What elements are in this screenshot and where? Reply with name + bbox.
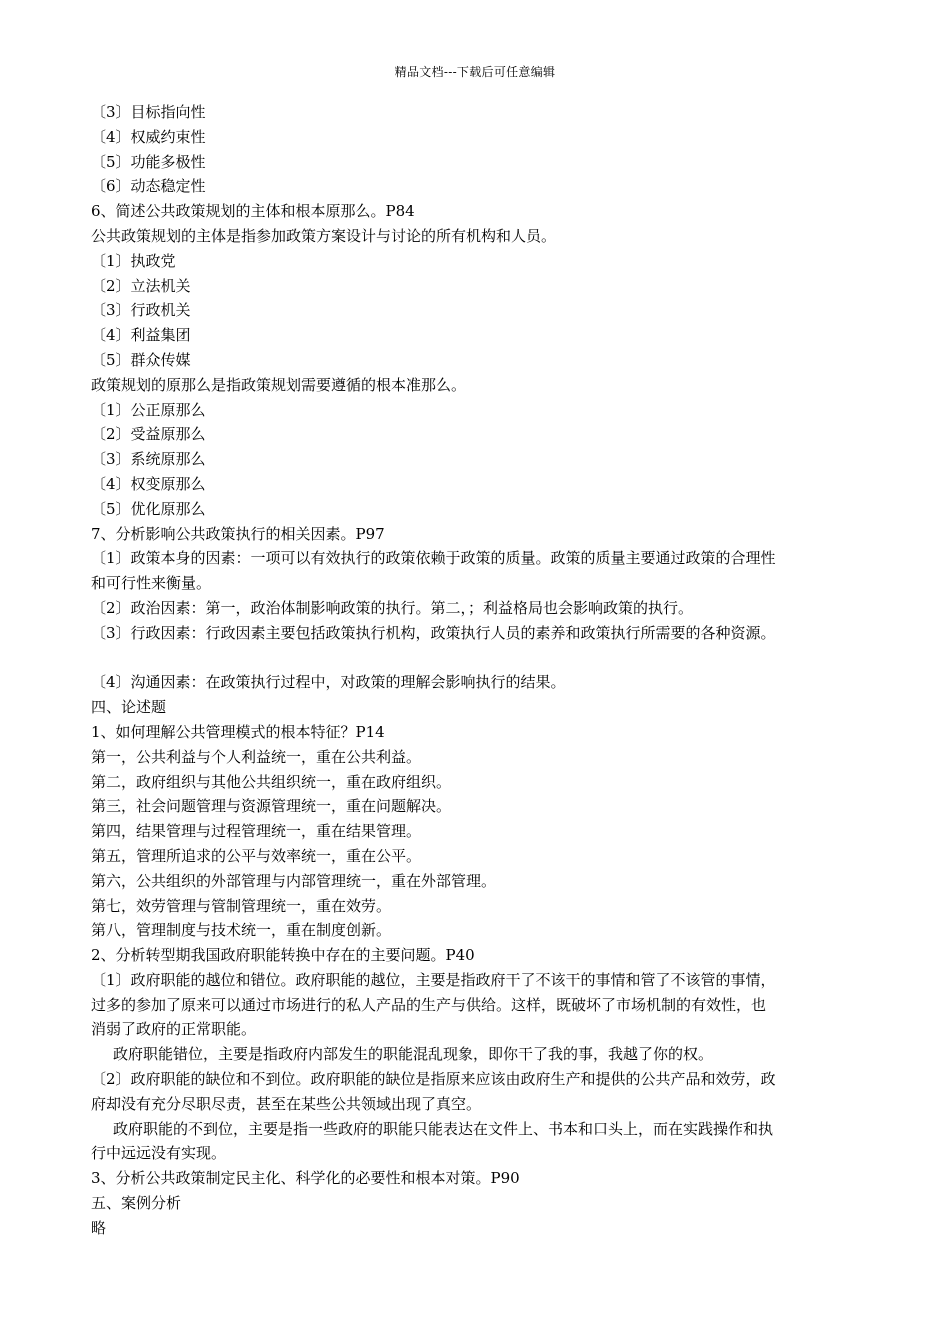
list-item: 〔2〕立法机关 [91, 276, 191, 295]
list-item: 第五，管理所追求的公平与效率统一，重在公平。 [91, 846, 422, 865]
paragraph-line: 消弱了政府的正常职能。 [91, 1020, 257, 1039]
question-heading: 3、分析公共政策制定民主化、科学化的必要性和根本对策。P90 [91, 1169, 520, 1188]
paragraph-line: 府却没有充分尽职尽责，甚至在某些公共领域出现了真空。 [91, 1094, 482, 1113]
blank-line [91, 646, 863, 671]
paragraph-line: 〔4〕沟通因素：在政策执行过程中，对政策的理解会影响执行的结果。 [91, 673, 566, 692]
paragraph: 略 [91, 1218, 107, 1237]
paragraph-line: 〔1〕政策本身的因素：一项可以有效执行的政策依赖于政策的质量。政策的质量主要通过政策的合理性 [91, 549, 776, 568]
paragraph-line: 〔1〕政府职能的越位和错位。政府职能的越位，主要是指政府干了不该干的事情和管了不该管的事情， [91, 970, 776, 989]
paragraph-line: 过多的参加了原来可以通过市场进行的私人产品的生产与供给。这样，既破坏了市场机制的有效性，也 [91, 995, 767, 1014]
list-item: 第六，公共组织的外部管理与内部管理统一，重在外部管理。 [91, 871, 497, 890]
paragraph-line: 政府职能错位，主要是指政府内部发生的职能混乱现象，即你干了我的事，我越了你的权。 [113, 1045, 714, 1064]
list-item: 〔6〕动态稳定性 [91, 177, 206, 196]
paragraph-line: 〔2〕政治因素：第一，政治体制影响政策的执行。第二，；利益格局也会影响政策的执行。 [91, 598, 694, 617]
paragraph: 公共政策规划的主体是指参加政策方案设计与讨论的所有机构和人员。 [91, 226, 557, 245]
list-item: 〔1〕公正原那么 [91, 400, 206, 419]
list-item: 第二，政府组织与其他公共组织统一，重在政府组织。 [91, 772, 452, 791]
list-item: 〔4〕权变原那么 [91, 474, 206, 493]
list-item: 〔3〕目标指向性 [91, 103, 206, 121]
paragraph: 政策规划的原那么是指政策规划需要遵循的根本准那么。 [91, 375, 467, 394]
list-item: 〔4〕权威约束性 [91, 127, 206, 146]
list-item: 第八，管理制度与技术统一，重在制度创新。 [91, 921, 392, 940]
paragraph-line: 行中远远没有实现。 [91, 1144, 227, 1163]
list-item: 〔5〕功能多极性 [91, 152, 206, 171]
list-item: 〔2〕受益原那么 [91, 425, 206, 444]
list-item: 〔3〕系统原那么 [91, 450, 206, 469]
paragraph-line: 〔3〕行政因素：行政因素主要包括政策执行机构，政策执行人员的素养和政策执行所需要的各种资源。 [91, 623, 776, 642]
list-item: 第三，社会问题管理与资源管理统一，重在问题解决。 [91, 797, 452, 816]
question-heading: 7、分析影响公共政策执行的相关因素。P97 [91, 524, 385, 543]
list-item: 〔1〕执政党 [91, 251, 176, 270]
page-header: 精品文档---下载后可任意编辑 [394, 65, 556, 79]
list-item: 〔3〕行政机关 [91, 301, 191, 320]
paragraph-line: 政府职能的不到位，主要是指一些政府的职能只能表达在文件上、书本和口头上，而在实践操作和执 [113, 1119, 774, 1138]
paragraph-line: 〔2〕政府职能的缺位和不到位。政府职能的缺位是指原来应该由政府生产和提供的公共产品和效劳，政 [91, 1070, 776, 1089]
section-heading: 四、论述题 [91, 698, 167, 717]
list-item: 第一，公共利益与个人利益统一，重在公共利益。 [91, 747, 422, 766]
section-heading: 五、案例分析 [91, 1194, 182, 1213]
question-heading: 1、如何理解公共管理模式的根本特征？P14 [91, 722, 385, 741]
list-item: 第七，效劳管理与管制管理统一，重在效劳。 [91, 896, 392, 915]
list-item: 〔5〕优化原那么 [91, 499, 206, 518]
question-heading: 2、分析转型期我国政府职能转换中存在的主要问题。P40 [91, 946, 475, 965]
document-body [91, 100, 863, 1241]
list-item: 〔5〕群众传媒 [91, 350, 191, 369]
paragraph-line: 和可行性来衡量。 [91, 574, 212, 593]
question-heading: 6、简述公共政策规划的主体和根本原那么。P84 [91, 202, 415, 221]
list-item: 第四，结果管理与过程管理统一，重在结果管理。 [91, 822, 422, 841]
list-item: 〔4〕利益集团 [91, 326, 191, 345]
